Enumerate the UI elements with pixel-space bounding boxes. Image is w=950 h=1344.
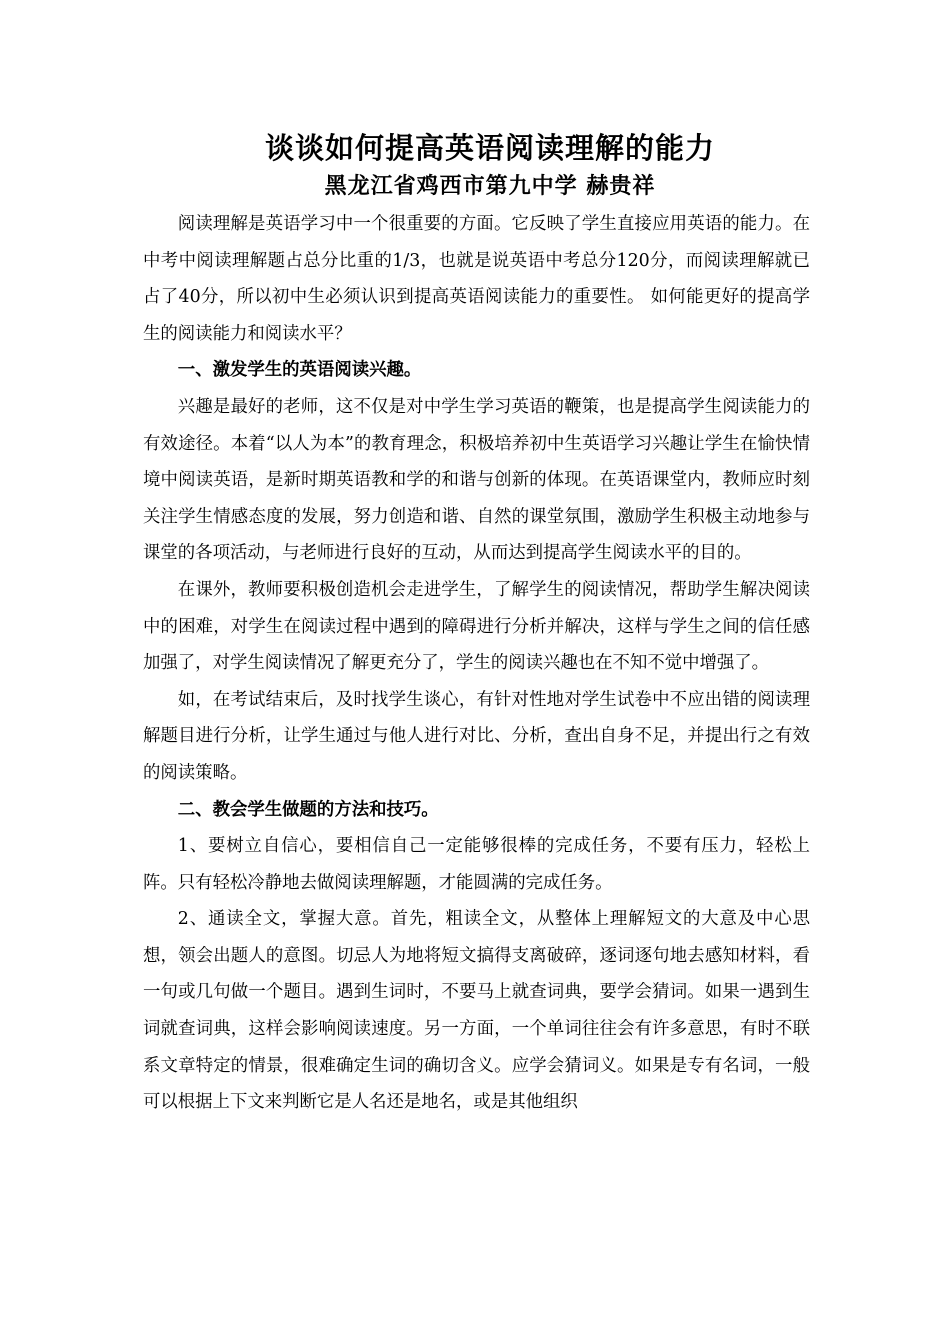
paragraph: 兴趣是最好的老师，这不仅是对中学生学习英语的鞭策，也是提高学生阅读能力的有效途径。本着“以人为本”的教育理念，积极培养初中生英语学习兴趣让学生在愉快情境中阅读英语，是新时期英语教和学的和谐与创新的体现。在英语课堂内，教师应时刻关注学生情感态度的发展，努力创造和谐、自然的课堂氛围，激励学生积极主动地参与课堂的各项活动，与老师进行良好的互动，从而达到提高学生阅读水平的目的。: [143, 396, 810, 564]
paragraph: 阅读理解是英语学习中一个很重要的方面。它反映了学生直接应用英语的能力。在中考中阅读理解题占总分比重的1/3，也就是说英语中考总分120分，而阅读理解就已占了40分，所以初中生必须认识到提高英语阅读能力的重要性。 如何能更好的提高学生的阅读能力和阅读水平？: [143, 214, 810, 344]
paragraph: 2、通读全文，掌握大意。首先，粗读全文，从整体上理解短文的大意及中心思想，领会出题人的意图。切忌人为地将短文搞得支离破碎，逐词逐句地去感知材料，看一句或几句做一个题目。遇到生词时，不要马上就查词典，要学会猜词。如果一遇到生词就查词典，这样会影响阅读速度。另一方面，一个单词往往会有许多意思，有时不联系文章特定的情景，很难确定生词的确切含义。应学会猜词义。如果是专有名词，一般可以根据上下文来判断它是人名还是地名，或是其他组织: [143, 909, 810, 1113]
section-heading: 一、激发学生的英语阅读兴趣。: [177, 360, 422, 381]
author-line: 黑龙江省鸡西市第九中学 赫贵祥: [324, 174, 656, 199]
paragraph: 1、要树立自信心，要相信自己一定能够很棒的完成任务，不要有压力，轻松上阵。只有轻松冷静地去做阅读理解题，才能圆满的完成任务。: [143, 836, 810, 893]
paragraph: 在课外，教师要积极创造机会走进学生，了解学生的阅读情况，帮助学生解决阅读中的困难，对学生在阅读过程中遇到的障碍进行分析并解决，这样与学生之间的信任感加强了，对学生阅读情况了解更充分了，学生的阅读兴趣也在不知不觉中增强了。: [143, 579, 810, 674]
document-body: [143, 206, 810, 1121]
page-title: 谈谈如何提高英语阅读理解的能力: [264, 131, 715, 165]
paragraph: 如，在考试结束后，及时找学生谈心，有针对性地对学生试卷中不应出错的阅读理解题目进行分析，让学生通过与他人进行对比、分析，查出自身不足，并提出行之有效的阅读策略。: [143, 689, 810, 783]
section-heading: 二、教会学生做题的方法和技巧。: [177, 799, 439, 820]
